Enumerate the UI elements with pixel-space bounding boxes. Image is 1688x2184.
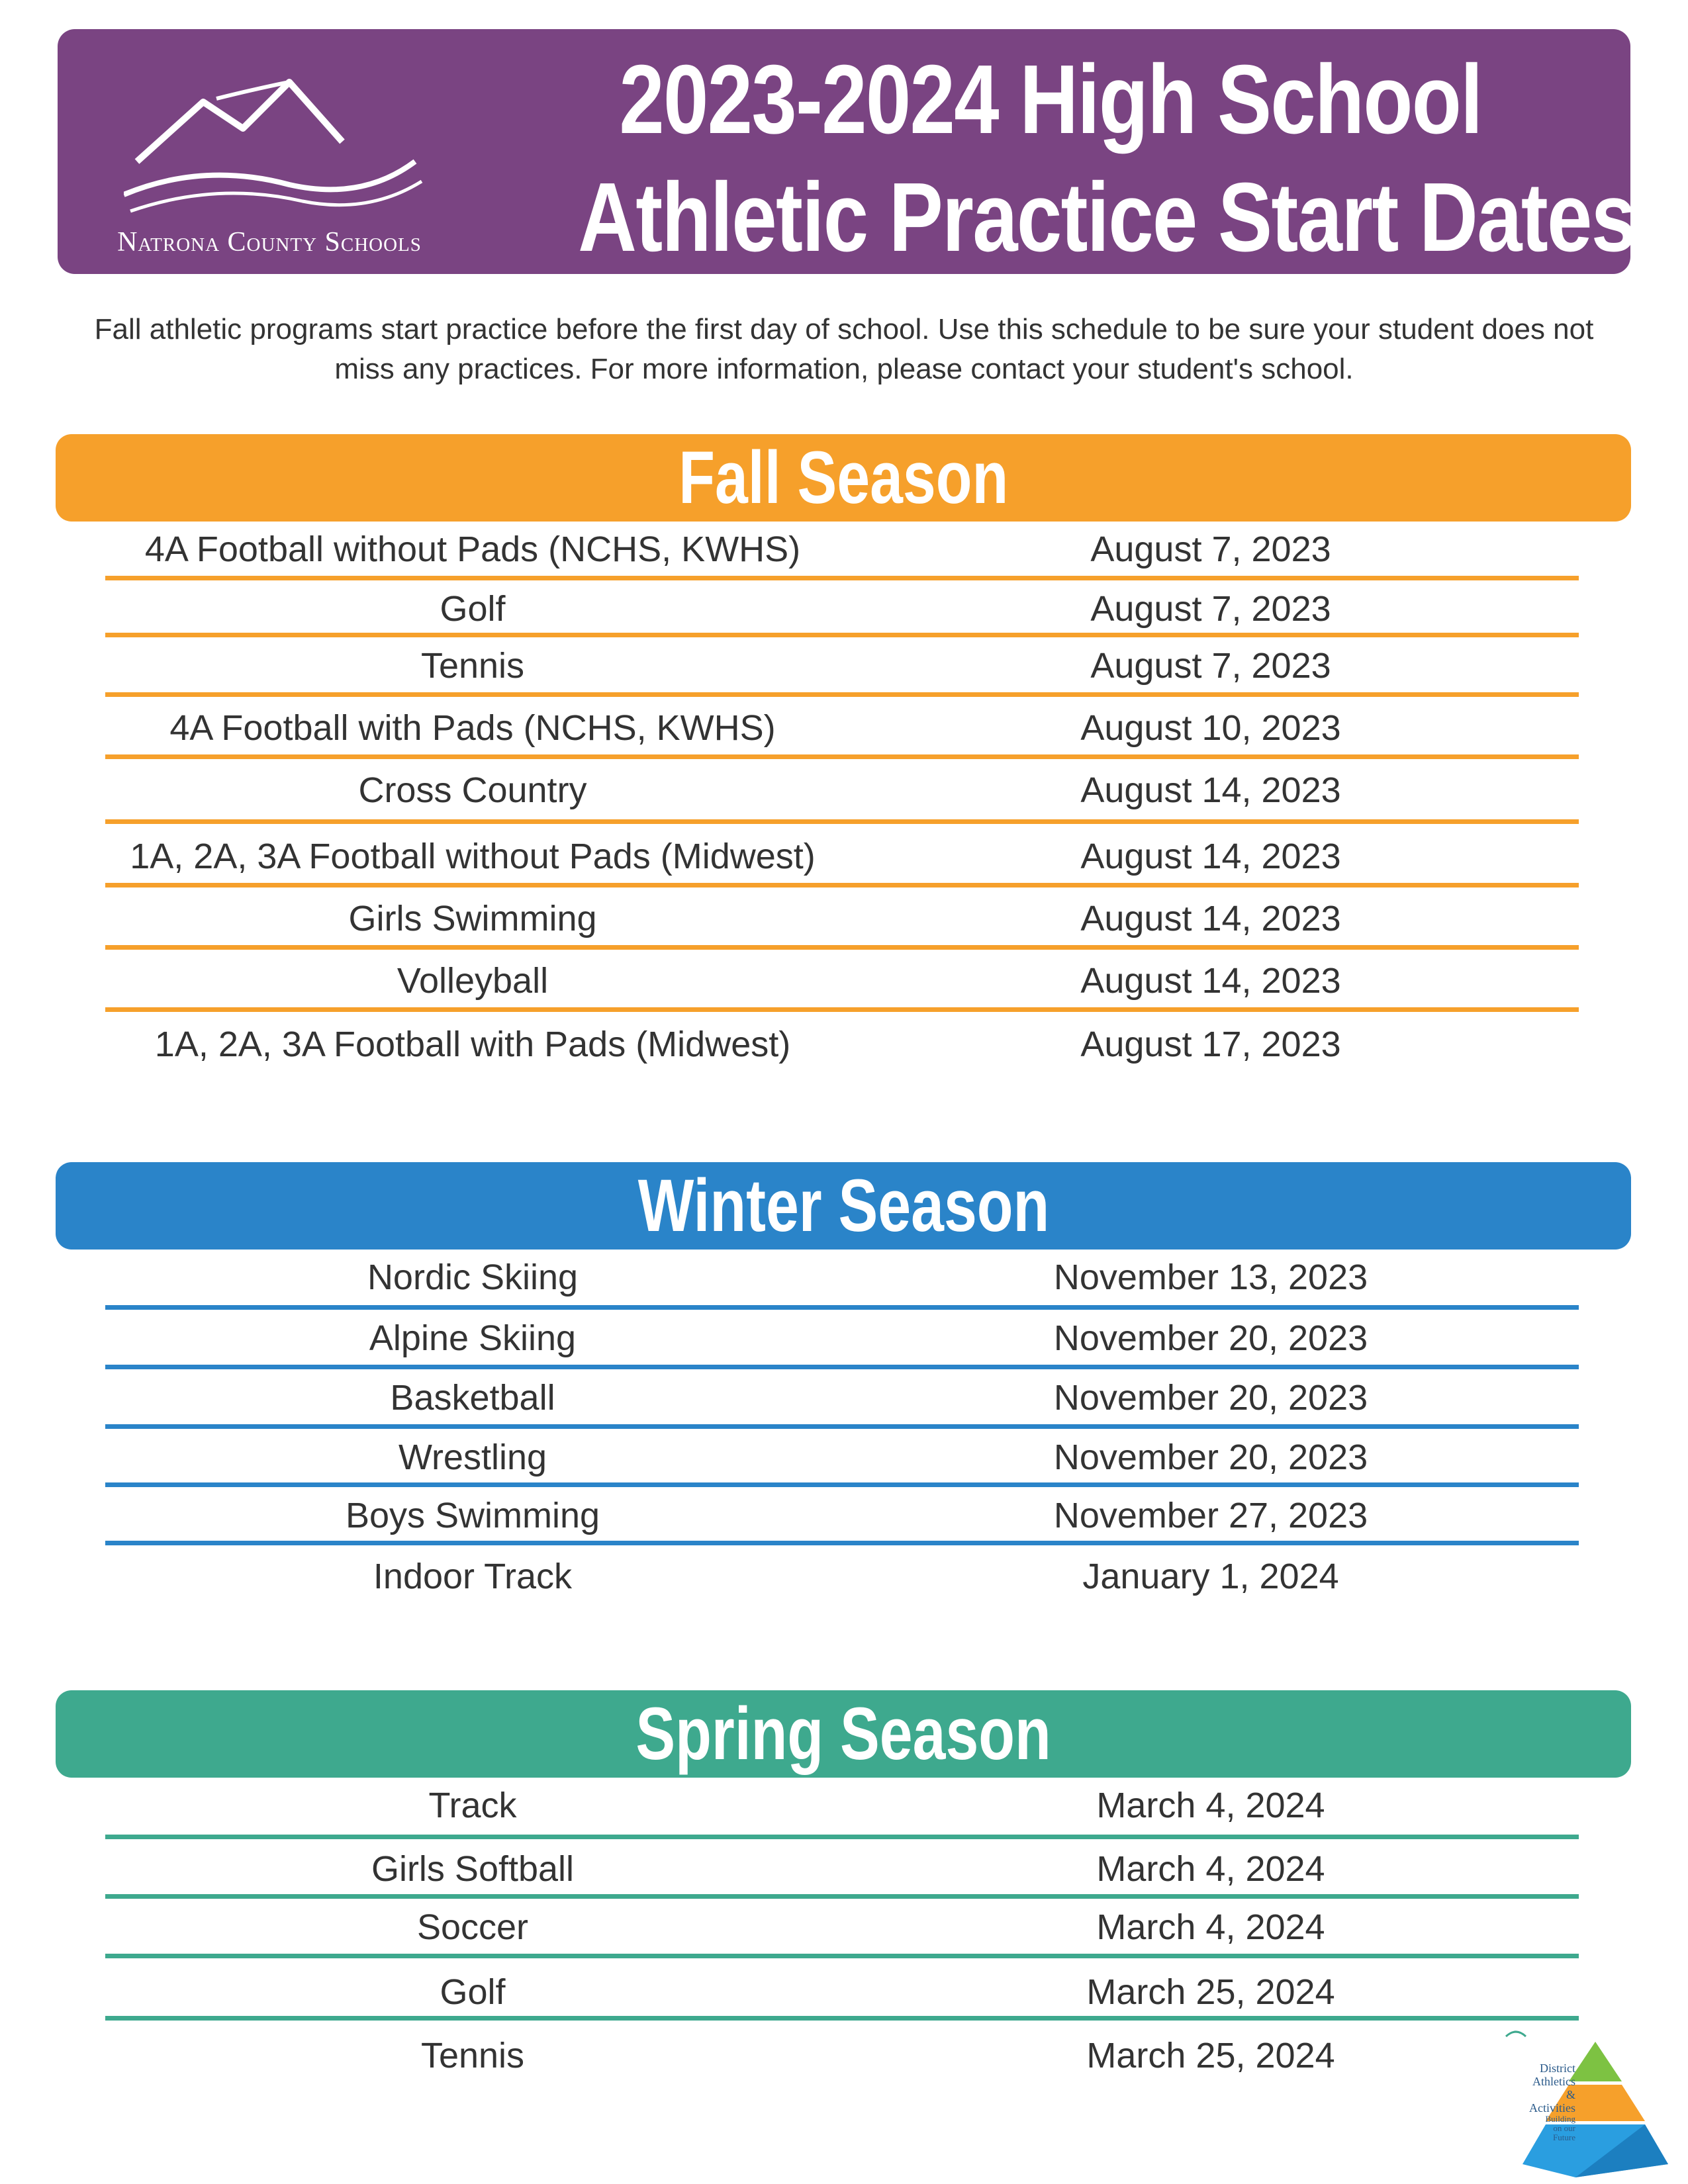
table-row — [105, 1963, 1579, 2021]
start-date: August 7, 2023 — [1090, 589, 1331, 629]
start-date: January 1, 2024 — [1082, 1557, 1339, 1596]
table-row — [105, 1248, 1579, 1306]
start-date: March 25, 2024 — [1086, 1972, 1335, 2012]
table-row — [105, 1898, 1579, 1956]
row-divider — [105, 1007, 1579, 1012]
row-divider — [105, 945, 1579, 950]
table-row — [105, 1486, 1579, 1545]
table-row — [105, 1015, 1579, 1073]
sport-name: 1A, 2A, 3A Football with Pads (Midwest) — [154, 1024, 791, 1064]
start-date: November 27, 2023 — [1053, 1496, 1368, 1535]
fall-season-section — [56, 434, 1631, 1064]
start-date: August 7, 2023 — [1090, 646, 1331, 686]
start-date: November 20, 2023 — [1053, 1437, 1368, 1477]
mountain-logo-icon — [124, 62, 428, 228]
row-divider — [105, 2016, 1579, 2021]
start-date: August 17, 2023 — [1080, 1024, 1341, 1064]
row-divider — [105, 1835, 1579, 1839]
spring-season-header — [56, 1690, 1631, 1778]
table-row — [105, 827, 1579, 886]
intro-text — [58, 310, 1630, 389]
start-date: August 10, 2023 — [1080, 708, 1341, 748]
table-row — [105, 889, 1579, 948]
logo-line: District — [1540, 2062, 1575, 2075]
table-row — [105, 761, 1579, 819]
row-divider — [105, 883, 1579, 887]
row-divider — [105, 754, 1579, 759]
table-row — [105, 1428, 1579, 1486]
table-row — [105, 637, 1579, 695]
sport-name: Wrestling — [398, 1437, 547, 1477]
logo-line: on our — [1553, 2123, 1575, 2133]
winter-season-section — [56, 1162, 1631, 1596]
table-row — [105, 1547, 1579, 1606]
title-line-1: 2023-2024 High School — [619, 45, 1482, 154]
start-date: March 4, 2024 — [1096, 1849, 1325, 1889]
start-date: August 14, 2023 — [1080, 899, 1341, 938]
fall-season-header — [56, 434, 1631, 522]
winter-season-title: Winter Season — [637, 1164, 1049, 1247]
start-date: August 14, 2023 — [1080, 837, 1341, 876]
start-date: March 25, 2024 — [1086, 2036, 1335, 2075]
row-divider — [105, 819, 1579, 824]
table-row — [105, 580, 1579, 638]
sport-name: Golf — [440, 1972, 506, 2012]
sport-name: Alpine Skiing — [369, 1318, 577, 1358]
title-line-2: Athletic Practice Start Dates — [578, 163, 1636, 272]
logo-line: Future — [1553, 2132, 1575, 2142]
table-row — [105, 1369, 1579, 1427]
start-date: August 14, 2023 — [1080, 961, 1341, 1001]
start-date: November 20, 2023 — [1053, 1318, 1368, 1358]
sport-name: Tennis — [420, 2036, 525, 2075]
logo-line: & — [1566, 2088, 1575, 2101]
table-row — [105, 520, 1579, 578]
logo-text: Natrona County Schools — [117, 227, 422, 257]
sport-name: Cross Country — [358, 770, 587, 810]
sport-name: Indoor Track — [373, 1557, 573, 1596]
table-row — [105, 952, 1579, 1010]
logo-line: Building — [1545, 2114, 1575, 2124]
page-title — [578, 41, 1636, 277]
winter-season-header — [56, 1162, 1631, 1250]
start-date: November 13, 2023 — [1053, 1257, 1368, 1297]
sport-name: 4A Football without Pads (NCHS, KWHS) — [144, 529, 801, 569]
sport-name: Track — [428, 1786, 517, 1825]
start-date: March 4, 2024 — [1096, 1907, 1325, 1947]
sport-name: Golf — [440, 589, 506, 629]
table-row — [105, 1776, 1579, 1835]
sport-name: Basketball — [390, 1378, 555, 1418]
start-date: August 7, 2023 — [1090, 529, 1331, 569]
sport-name: Tennis — [420, 646, 525, 686]
sport-name: Girls Softball — [371, 1849, 575, 1889]
district-athletics-activities-logo — [1443, 2022, 1668, 2177]
sport-name: Soccer — [416, 1907, 529, 1947]
sport-name: Boys Swimming — [345, 1496, 600, 1535]
table-row — [105, 699, 1579, 757]
start-date: March 4, 2024 — [1096, 1786, 1325, 1825]
header-banner — [58, 29, 1636, 274]
row-divider — [105, 1954, 1579, 1958]
table-row — [105, 1309, 1579, 1367]
start-date: August 14, 2023 — [1080, 770, 1341, 810]
table-row — [105, 1840, 1579, 1898]
logo-line: Athletics — [1532, 2075, 1575, 2088]
start-date: November 20, 2023 — [1053, 1378, 1368, 1418]
row-divider — [105, 692, 1579, 697]
fall-season-title: Fall Season — [679, 436, 1008, 519]
sport-name: 1A, 2A, 3A Football without Pads (Midwest) — [130, 837, 816, 876]
intro-line-1: Fall athletic programs start practice before the first day of school. Use this schedule to be sure your student does not — [94, 313, 1594, 345]
sport-name: Volleyball — [397, 961, 549, 1001]
row-divider — [105, 1541, 1579, 1545]
natrona-county-schools-logo — [77, 49, 461, 267]
sport-name: Nordic Skiing — [367, 1257, 579, 1297]
logo-line: Activities — [1529, 2101, 1575, 2115]
table-row — [105, 2026, 1579, 2085]
intro-line-2: miss any practices. For more information, please contact your student's school. — [334, 353, 1354, 385]
sport-name: 4A Football with Pads (NCHS, KWHS) — [169, 708, 776, 748]
sport-name: Girls Swimming — [348, 899, 597, 938]
spring-season-title: Spring Season — [635, 1692, 1051, 1775]
pyramid-logo-text — [1529, 2062, 1575, 2142]
